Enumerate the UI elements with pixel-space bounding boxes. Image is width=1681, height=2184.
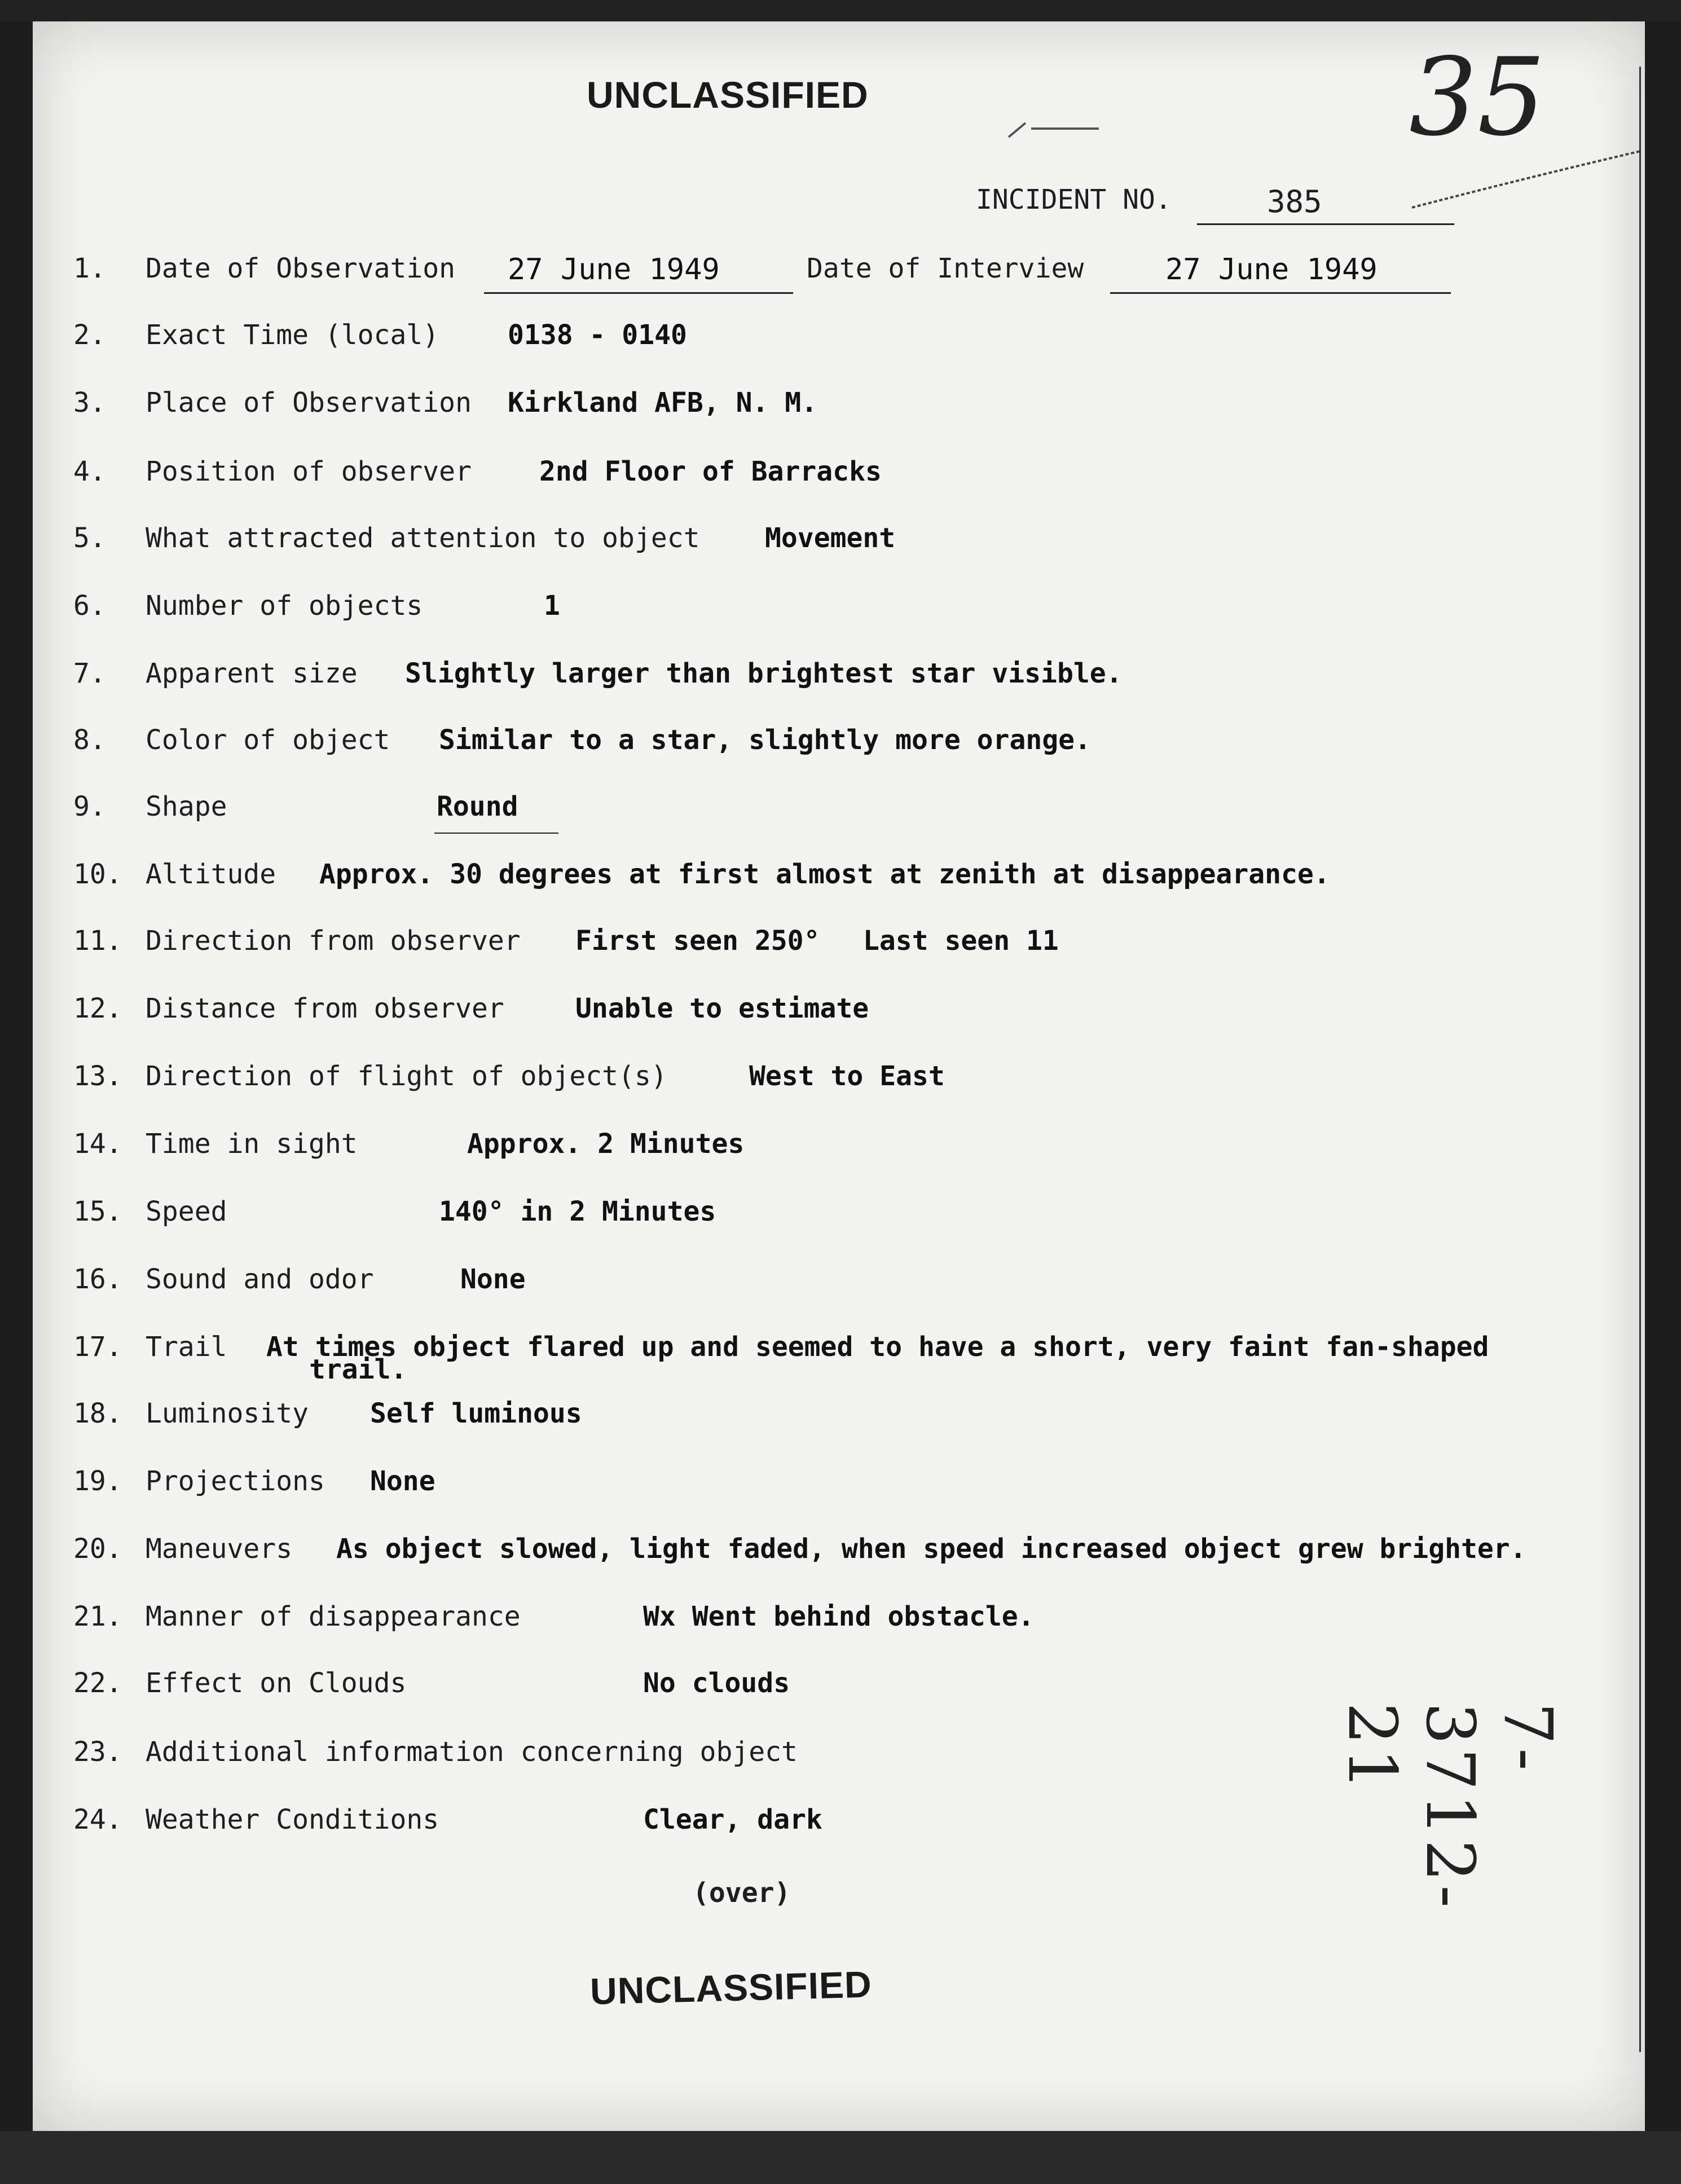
field-value: Self luminous bbox=[370, 1398, 582, 1429]
page-right-rule bbox=[1639, 67, 1641, 2052]
handwritten-page-number: 35 bbox=[1409, 35, 1546, 160]
field-number: 1. bbox=[73, 253, 106, 284]
field-label: Color of object bbox=[146, 724, 390, 756]
field-value: Slightly larger than brightest star visible. bbox=[405, 658, 1123, 689]
form-row bbox=[33, 1196, 1645, 1241]
field-number: 4. bbox=[73, 456, 106, 487]
field-number: 20. bbox=[73, 1533, 122, 1565]
field-number: 19. bbox=[73, 1465, 122, 1497]
field-label: Direction of flight of object(s) bbox=[146, 1060, 667, 1092]
pencil-stroke-decoration bbox=[1409, 140, 1646, 213]
scan-top-edge bbox=[0, 0, 1681, 21]
field-label: Number of objects bbox=[146, 590, 423, 622]
form-row bbox=[33, 1601, 1645, 1646]
field-value: None bbox=[370, 1465, 435, 1497]
date-interview-value: 27 June 1949 bbox=[1165, 253, 1378, 287]
field-value: West to East bbox=[749, 1060, 945, 1092]
field-label: Distance from observer bbox=[146, 993, 504, 1024]
field-value: Approx. 30 degrees at first almost at zenith at disappearance. bbox=[319, 858, 1330, 890]
form-row bbox=[33, 724, 1645, 769]
field-value: Unable to estimate bbox=[575, 993, 869, 1024]
form-row bbox=[33, 1263, 1645, 1309]
field-label: Projections bbox=[146, 1465, 325, 1497]
incident-label: INCIDENT NO. bbox=[976, 184, 1172, 215]
form-row bbox=[33, 1465, 1645, 1511]
field-number: 16. bbox=[73, 1263, 122, 1295]
field-label: Direction from observer bbox=[146, 925, 521, 957]
form-row bbox=[33, 590, 1645, 635]
field-label: Effect on Clouds bbox=[146, 1667, 407, 1699]
field-number: 11. bbox=[73, 925, 122, 957]
field-number: 2. bbox=[73, 319, 106, 351]
field-label: Speed bbox=[146, 1196, 227, 1227]
field-number: 7. bbox=[73, 658, 106, 689]
date-observation-underline bbox=[484, 292, 793, 294]
classification-stamp-bottom: UNCLASSIFIED bbox=[589, 1963, 873, 2013]
form-row bbox=[33, 522, 1645, 567]
form-row bbox=[33, 1060, 1645, 1106]
classification-stamp-top: UNCLASSIFIED bbox=[587, 74, 869, 116]
date-interview-label: Date of Interview bbox=[807, 253, 1084, 284]
field-label: Shape bbox=[146, 791, 227, 822]
form-row bbox=[33, 1331, 1645, 1385]
form-row bbox=[33, 456, 1645, 501]
field-label: What attracted attention to object bbox=[146, 522, 700, 554]
form-row bbox=[33, 1128, 1645, 1173]
field-label: Sound and odor bbox=[146, 1263, 374, 1295]
field-label: Weather Conditions bbox=[146, 1804, 439, 1835]
field-number: 3. bbox=[73, 387, 106, 419]
field-value: As object slowed, light faded, when speed increased object grew brighter. bbox=[336, 1533, 1526, 1565]
pencil-mark-decoration bbox=[1003, 112, 1104, 146]
field-number: 23. bbox=[73, 1736, 122, 1768]
last-seen-value: Last seen 11 bbox=[863, 925, 1059, 957]
field-label: Exact Time (local) bbox=[146, 319, 439, 351]
field-value: 140° in 2 Minutes bbox=[439, 1196, 716, 1227]
field-number: 6. bbox=[73, 590, 106, 622]
field-value: Kirkland AFB, N. M. bbox=[508, 387, 818, 419]
field-label: Apparent size bbox=[146, 658, 358, 689]
field-number: 13. bbox=[73, 1060, 122, 1092]
field-number: 22. bbox=[73, 1667, 122, 1699]
form-row bbox=[33, 387, 1645, 432]
form-row bbox=[33, 858, 1645, 904]
scan-bottom-edge bbox=[0, 2131, 1681, 2184]
field-value: None bbox=[460, 1263, 526, 1295]
field-value: Round bbox=[437, 791, 518, 822]
field-value: 2nd Floor of Barracks bbox=[539, 456, 882, 487]
field-value: First seen 250° bbox=[575, 925, 820, 957]
field-value: Clear, dark bbox=[643, 1804, 822, 1835]
incident-number-underline bbox=[1197, 223, 1454, 225]
field-label: Date of Observation bbox=[146, 253, 456, 284]
field-value: 27 June 1949 bbox=[508, 253, 720, 287]
form-row bbox=[33, 791, 1645, 836]
trail-continuation: trail. bbox=[309, 1354, 407, 1385]
document-page bbox=[33, 21, 1645, 2131]
field-label: Position of observer bbox=[146, 456, 472, 487]
form-row bbox=[33, 658, 1645, 703]
field-label: Luminosity bbox=[146, 1398, 309, 1429]
field-number: 9. bbox=[73, 791, 106, 822]
form-row bbox=[33, 1398, 1645, 1443]
field-value: Movement bbox=[765, 522, 896, 554]
incident-number: 385 bbox=[1267, 184, 1322, 219]
field-value: Approx. 2 Minutes bbox=[467, 1128, 745, 1160]
handwritten-file-number: 7-3712-21 bbox=[1334, 1702, 1567, 1912]
field-value: 0138 - 0140 bbox=[508, 319, 687, 351]
field-number: 15. bbox=[73, 1196, 122, 1227]
field-value: 1 bbox=[544, 590, 560, 622]
form-row bbox=[33, 1533, 1645, 1578]
field-number: 10. bbox=[73, 858, 122, 890]
field-label: Maneuvers bbox=[146, 1533, 293, 1565]
field-value: Wx Went behind obstacle. bbox=[643, 1601, 1035, 1632]
form-row bbox=[33, 253, 1645, 298]
field-label: Place of Observation bbox=[146, 387, 472, 419]
field-number: 17. bbox=[73, 1331, 122, 1363]
shape-underline bbox=[434, 833, 558, 834]
date-interview-underline bbox=[1110, 292, 1451, 294]
field-number: 12. bbox=[73, 993, 122, 1024]
field-number: 5. bbox=[73, 522, 106, 554]
field-number: 14. bbox=[73, 1128, 122, 1160]
field-number: 8. bbox=[73, 724, 106, 756]
field-value: At times object flared up and seemed to have a short, very faint fan-shaped bbox=[266, 1331, 1489, 1363]
field-label: Additional information concerning object bbox=[146, 1736, 798, 1768]
field-number: 21. bbox=[73, 1601, 122, 1632]
form-row bbox=[33, 319, 1645, 364]
field-label: Altitude bbox=[146, 858, 276, 890]
field-label: Trail bbox=[146, 1331, 227, 1363]
field-value: Similar to a star, slightly more orange. bbox=[439, 724, 1091, 756]
field-number: 24. bbox=[73, 1804, 122, 1835]
over-note: (over) bbox=[693, 1877, 791, 1909]
field-number: 18. bbox=[73, 1398, 122, 1429]
field-label: Manner of disappearance bbox=[146, 1601, 521, 1632]
form-row bbox=[33, 993, 1645, 1038]
field-value: No clouds bbox=[643, 1667, 790, 1699]
field-label: Time in sight bbox=[146, 1128, 358, 1160]
form-row bbox=[33, 925, 1645, 970]
